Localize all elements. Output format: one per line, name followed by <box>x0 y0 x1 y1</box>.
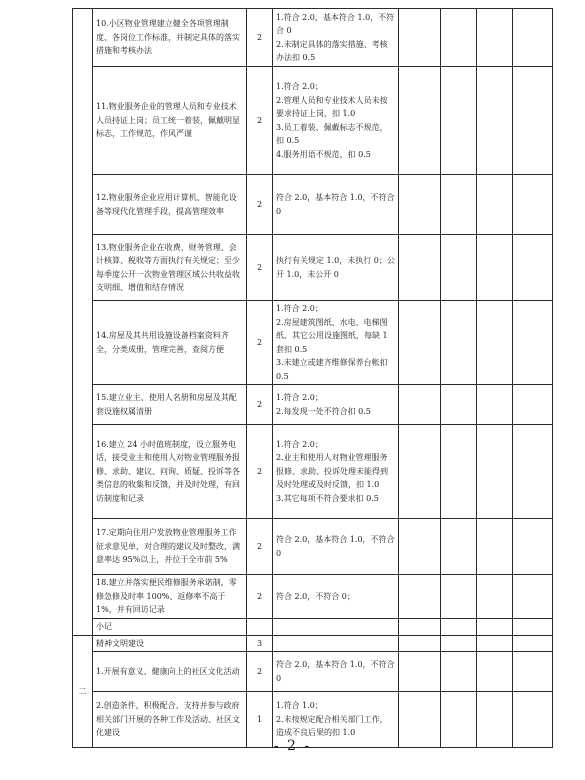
item-text: 14.房屋及其共用设施设备档案资料齐全，分类成册，管理完善，查阅方便 <box>93 301 247 385</box>
blank-cell <box>477 175 513 235</box>
table-row <box>73 175 553 235</box>
item-score: 2 <box>247 67 273 175</box>
blank-cell <box>513 519 553 575</box>
evaluation-table <box>72 8 553 748</box>
blank-cell <box>513 235 553 301</box>
blank-cell <box>477 519 513 575</box>
table-row <box>73 519 553 575</box>
table-row <box>73 9 553 67</box>
blank-cell <box>441 425 477 519</box>
item-text: 15.建立业主、使用人名册和房屋及其配套设施权属清册 <box>93 385 247 425</box>
blank-cell <box>477 619 513 636</box>
item-score: 2 <box>247 575 273 619</box>
blank-cell <box>399 175 441 235</box>
blank-cell <box>441 652 477 692</box>
blank-cell <box>441 519 477 575</box>
blank-cell <box>399 9 441 67</box>
blank-cell <box>513 619 553 636</box>
blank-cell <box>477 385 513 425</box>
table-row <box>73 575 553 619</box>
blank-cell <box>513 385 553 425</box>
blank-cell <box>399 385 441 425</box>
item-score: 2 <box>247 425 273 519</box>
item-score: 2 <box>247 9 273 67</box>
page-number: - 2 - <box>273 738 312 754</box>
section-title: 精神文明建设 <box>93 635 247 652</box>
criteria-text: 符合 2.0，基本符合 1.0，不符合 0 <box>273 175 399 235</box>
category-cell-blank <box>73 9 93 636</box>
blank-cell <box>273 635 399 652</box>
blank-cell <box>477 635 513 652</box>
blank-cell <box>273 619 399 636</box>
item-text: 1.开展有意义、健康向上的社区文化活动 <box>93 652 247 692</box>
item-text: 16.建立 24 小时值班制度，设立服务电话，接受业主和使用人对物业管理服务报修、求助、建议、问询、质疑、投诉等各类信息的收集和反馈，并及时处理，有回访制度和记录 <box>93 425 247 519</box>
blank-cell <box>441 619 477 636</box>
criteria-text: 1.符合 1.0； 2.未按规定配合相关部门工作，造成不良后果的扣 1.0 <box>273 692 399 748</box>
item-score: 2 <box>247 519 273 575</box>
item-score: 2 <box>247 385 273 425</box>
blank-cell <box>441 9 477 67</box>
criteria-text: 符合 2.0，不符合 0； <box>273 575 399 619</box>
criteria-text: 符合 2.0，基本符合 1.0，不符合 0 <box>273 652 399 692</box>
item-score: 1 <box>247 692 273 748</box>
blank-cell <box>247 619 273 636</box>
subtotal-label: 小记 <box>93 619 247 636</box>
blank-cell <box>513 67 553 175</box>
table-row <box>73 652 553 692</box>
blank-cell <box>399 619 441 636</box>
blank-cell <box>441 235 477 301</box>
blank-cell <box>513 175 553 235</box>
blank-cell <box>477 425 513 519</box>
criteria-text: 执行有关规定 1.0，未执行 0；公开 1.0，未公开 0 <box>273 235 399 301</box>
item-text: 17.定期向住用户发放物业管理服务工作征求意见单，对合理的建议及时整改，满意率达 95%以上，并位于全市前 5% <box>93 519 247 575</box>
blank-cell <box>441 575 477 619</box>
blank-cell <box>399 301 441 385</box>
table-row <box>73 235 553 301</box>
criteria-text: 1.符合 2.0； 2.管理人员和专业技术人员未按要求持证上岗，扣 1.0 3.员工着装、佩戴标志不规范，扣 0.5 4.服务用语不规范，扣 0.5 <box>273 67 399 175</box>
blank-cell <box>513 652 553 692</box>
blank-cell <box>513 635 553 652</box>
item-score: 2 <box>247 652 273 692</box>
blank-cell <box>477 9 513 67</box>
blank-cell <box>477 235 513 301</box>
blank-cell <box>441 175 477 235</box>
criteria-text: 1.符合 2.0； 2.房屋建筑图纸、水电、电梯图纸、其它公用设施图纸，每缺 1 套扣 0.5 3.未建立或建齐维修保养台帐扣 0.5 <box>273 301 399 385</box>
item-text: 2.创造条件，积极配合、支持并参与政府相关部门开展的各种工作及活动、社区文化建设 <box>93 692 247 748</box>
blank-cell <box>399 519 441 575</box>
blank-cell <box>513 425 553 519</box>
blank-cell <box>399 635 441 652</box>
criteria-text: 符合 2.0，基本符合 1.0，不符合 0 <box>273 519 399 575</box>
blank-cell <box>441 301 477 385</box>
blank-cell <box>477 301 513 385</box>
blank-cell <box>399 67 441 175</box>
blank-cell <box>441 67 477 175</box>
blank-cell <box>477 67 513 175</box>
criteria-text: 1.符合 2.0； 2.业主和使用人对物业管理服务报修、求助、投诉处理未能得到及时处理或及时反馈，扣 1.0 3.其它每项不符合要求扣 0.5 <box>273 425 399 519</box>
blank-cell <box>441 385 477 425</box>
section-score: 3 <box>247 635 273 652</box>
blank-cell <box>399 652 441 692</box>
table-row <box>73 67 553 175</box>
blank-cell <box>513 9 553 67</box>
item-score: 2 <box>247 301 273 385</box>
table-row <box>73 425 553 519</box>
criteria-text: 1.符合 2.0； 2.每发现一处不符合扣 0.5 <box>273 385 399 425</box>
section-header-row <box>73 635 553 652</box>
subtotal-row <box>73 619 553 636</box>
table-row <box>73 385 553 425</box>
item-text: 18.建立并落实便民维修服务承诺制，零修急修及时率 100%、返修率不高于 1%，并有回访记录 <box>93 575 247 619</box>
table-row <box>73 301 553 385</box>
blank-cell <box>513 575 553 619</box>
item-text: 11.物业服务企业的管理人员和专业技术人员持证上岗；员工统一着装，佩戴明显标志，工作规范，作风严谨 <box>93 67 247 175</box>
blank-cell <box>513 301 553 385</box>
criteria-text: 1.符合 2.0，基本符合 1.0，不符合 0 2.未制定具体的落实措施、考核办法扣 0.5 <box>273 9 399 67</box>
blank-cell <box>441 635 477 652</box>
item-text: 13.物业服务企业在收费、财务管理、会计核算、税收等方面执行有关规定；至少每季度公开一次物业管理区域公共收益收支明细、增值和结存情况 <box>93 235 247 301</box>
item-score: 2 <box>247 175 273 235</box>
blank-cell <box>477 652 513 692</box>
blank-cell <box>399 235 441 301</box>
blank-cell <box>399 575 441 619</box>
section-number: 二 <box>73 635 93 748</box>
blank-cell <box>477 575 513 619</box>
item-text: 12.物业服务企业应用计算机、智能化设备等现代化管理手段，提高管理效率 <box>93 175 247 235</box>
blank-cell <box>399 425 441 519</box>
item-score: 2 <box>247 235 273 301</box>
item-text: 10.小区物业管理建立健全各项管理制度、各岗位工作标准，并制定具体的落实措施和考核办法 <box>93 9 247 67</box>
